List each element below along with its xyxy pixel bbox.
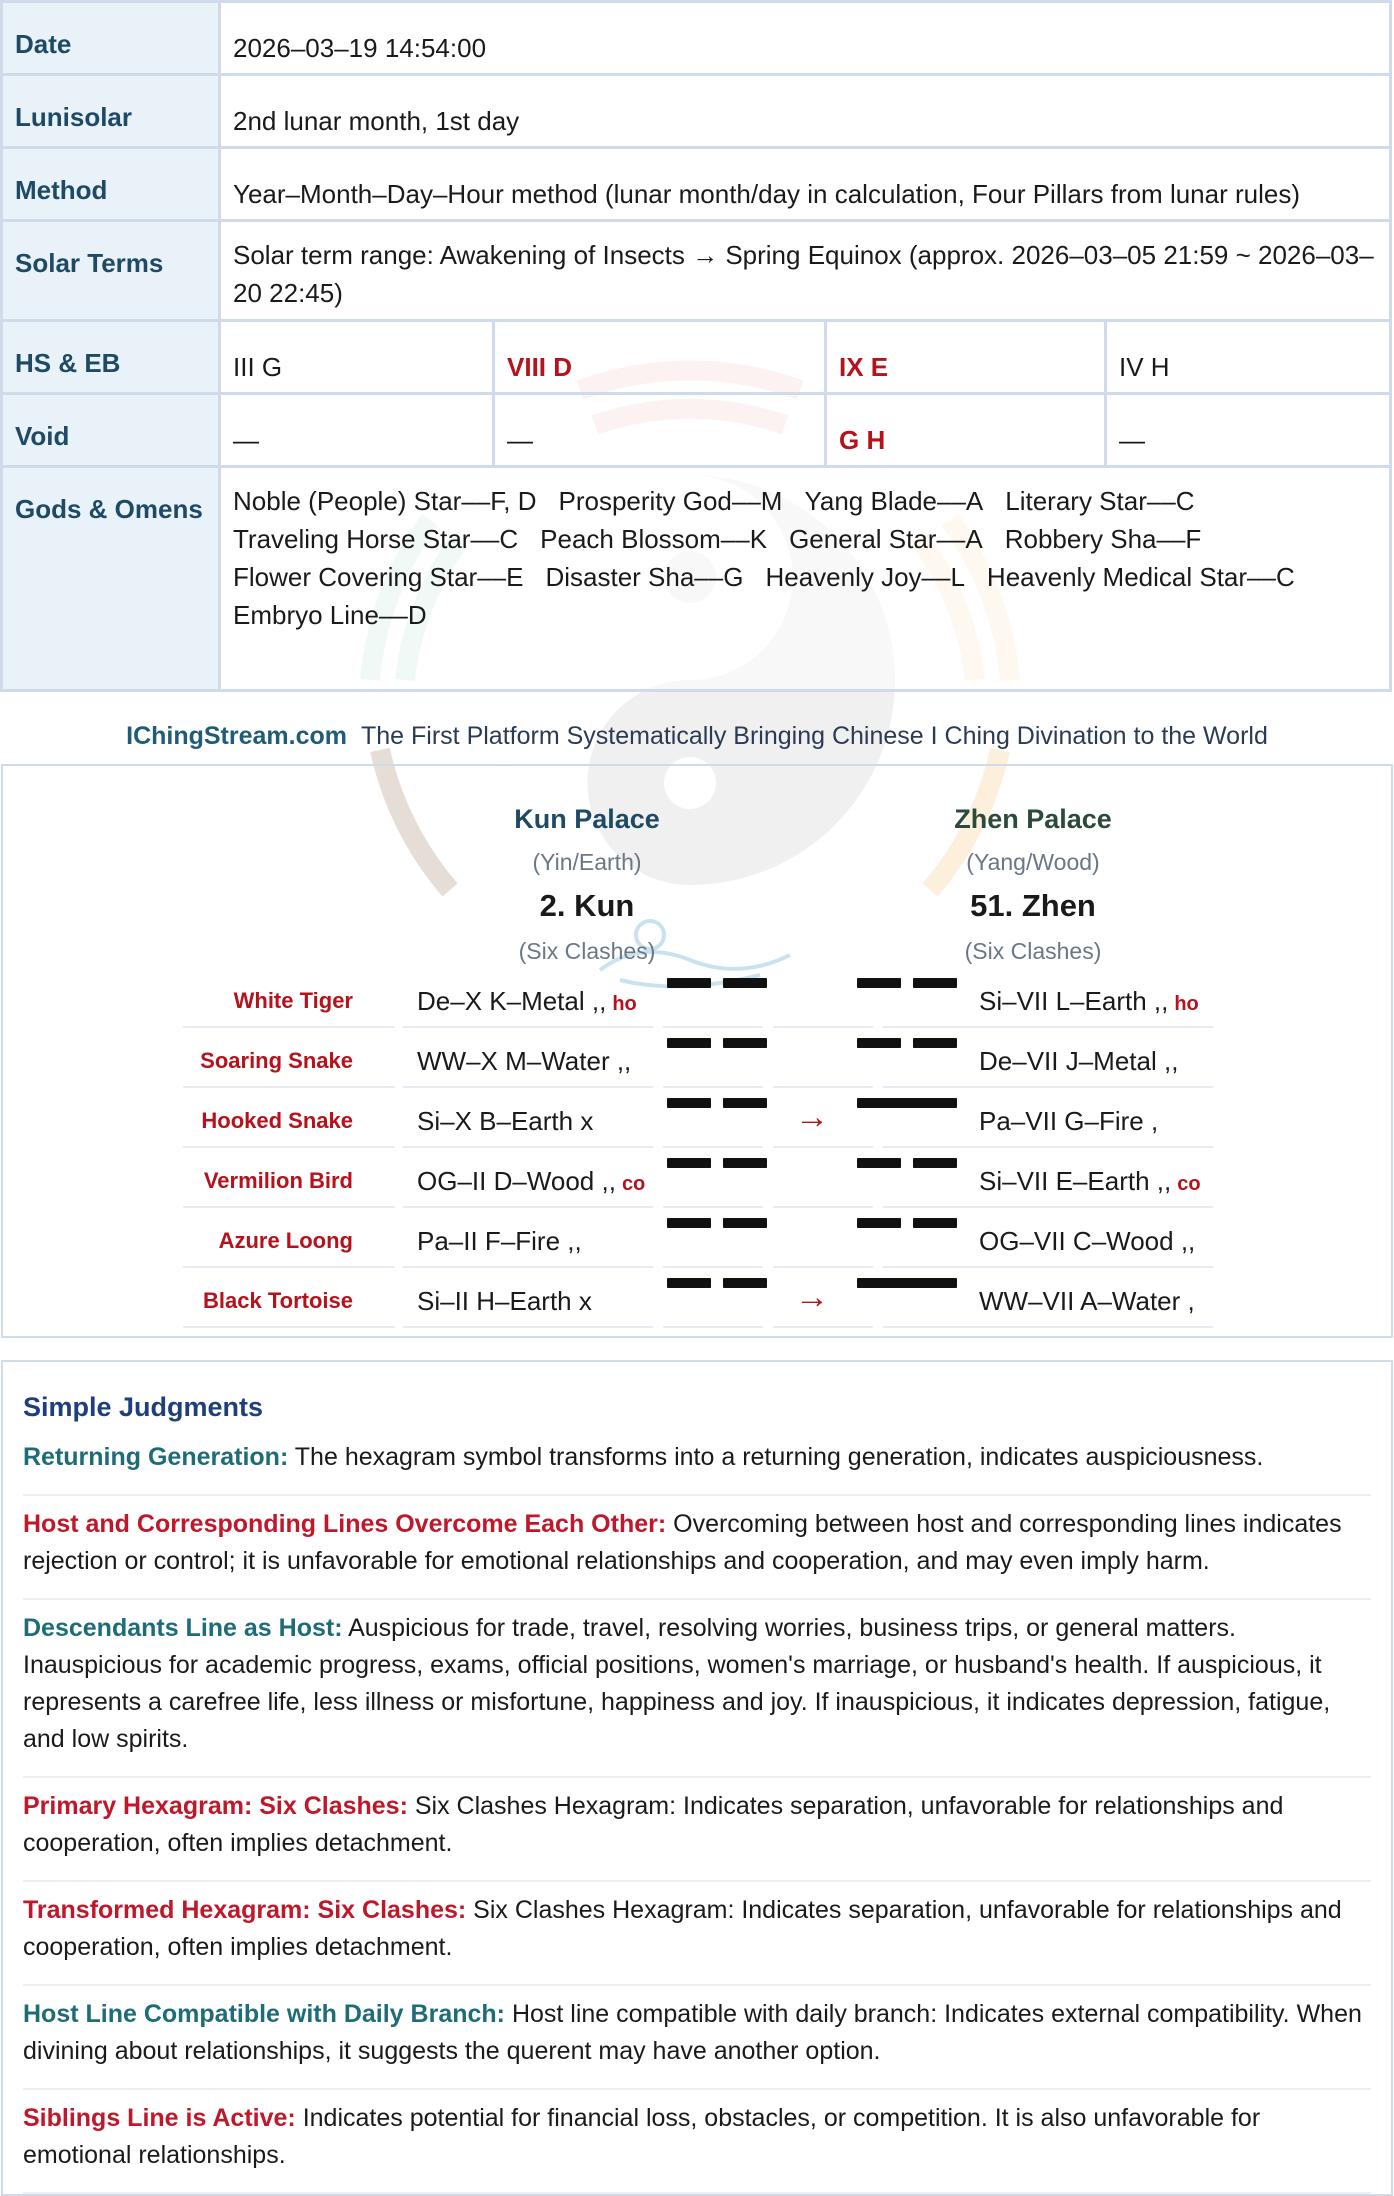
line-divider — [970, 1146, 1213, 1148]
line-tag: ho — [1174, 993, 1199, 1015]
transformed-line-text: WW–VII A–Water , — [979, 1286, 1195, 1316]
judgment-item — [23, 1610, 1371, 1778]
primary-line-yin-bar — [723, 1218, 767, 1228]
hexagram-line-row — [183, 1096, 1213, 1156]
judgment-title: Descendants Line as Host: — [23, 1614, 343, 1642]
six-spirit-name: White Tiger — [233, 988, 353, 1013]
transformed-line-text: Si–VII E–Earth ,, co — [979, 1166, 1201, 1196]
judgment-text: Auspicious for trade, travel, resolving worries, business trips, or general matters. Inauspicious for academic progress, exams, official positions, women's marriage, or husband's health. If auspicious, it represents a carefree life, less illness or misfortune, happiness and joy. If inauspicious, it indicates depression, fatigue, and low spirits. — [23, 1614, 1331, 1753]
judgment-text: Indicates potential for financial loss, obstacles, or competition. It is also unfavorable for emotional relationships. — [23, 2104, 1261, 2169]
line-divider — [663, 1146, 763, 1148]
judgment-title: Primary Hexagram: Six Clashes: — [23, 1792, 408, 1820]
judgment-text: The hexagram symbol transforms into a returning generation, indicates auspiciousness. — [288, 1443, 1264, 1471]
god-item: Heavenly Medical Star––C — [986, 562, 1295, 592]
site-slogan — [0, 722, 1394, 764]
line-tag: co — [1177, 1173, 1201, 1195]
god-item: General Star––A — [789, 524, 983, 554]
primary-line-yin-bar — [723, 978, 767, 988]
hexagram-line-row — [183, 1276, 1213, 1336]
transformed-clash: (Six Clashes) — [964, 938, 1102, 964]
lunisolar-label: Lunisolar — [2, 75, 220, 148]
transformed-line-yin-bar — [913, 978, 957, 988]
primary-line-yin-bar — [723, 1038, 767, 1048]
god-item: Noble (People) Star––F, D — [233, 486, 537, 516]
slogan-text: The First Platform Systematically Bringing Chinese I Ching Divination to the World — [361, 722, 1268, 750]
transformed-line-yin-bar — [857, 978, 901, 988]
line-divider — [403, 1026, 653, 1028]
judgment-text: Six Clashes Hexagram: Indicates separation, unfavorable for relationships and cooperation, often implies detachment. — [23, 1792, 1284, 1857]
judgment-title: Host Line Compatible with Daily Branch: — [23, 2000, 505, 2028]
method-value: Year–Month–Day–Hour method (lunar month/day in calculation, Four Pillars from lunar rules) — [220, 148, 1391, 221]
line-divider — [773, 1086, 873, 1088]
line-divider — [663, 1206, 763, 1208]
god-item: Peach Blossom––K — [540, 524, 768, 554]
primary-element: (Yin/Earth) — [532, 849, 642, 875]
judgment-item — [23, 1788, 1371, 1882]
line-divider — [663, 1086, 763, 1088]
transformed-line-yin-bar — [857, 1218, 901, 1228]
transformed-line-yang-bar — [857, 1278, 957, 1288]
six-spirit-name: Hooked Snake — [201, 1108, 353, 1133]
transformed-line-text: De–VII J–Metal ,, — [979, 1046, 1179, 1076]
god-item: Robbery Sha––F — [1004, 524, 1202, 554]
god-item: Literary Star––C — [1005, 486, 1195, 516]
judgment-item — [23, 1439, 1371, 1496]
primary-line-text: Si–X B–Earth x — [417, 1106, 594, 1136]
hs-eb-day: IX E — [826, 321, 1106, 394]
six-spirit-name: Vermilion Bird — [203, 1168, 353, 1193]
primary-line-yin-bar — [723, 1158, 767, 1168]
void-label: Void — [2, 394, 220, 467]
line-divider — [403, 1146, 653, 1148]
hs-eb-month: VIII D — [494, 321, 826, 394]
judgments-list — [23, 1439, 1371, 2194]
judgment-text: Overcoming between host and corresponding lines indicates rejection or control; it is unfavorable for emotional relationships and cooperation, and may even imply harm. — [23, 1510, 1342, 1575]
transformed-line-text: Si–VII L–Earth ,, ho — [979, 986, 1199, 1016]
primary-line-text: WW–X M–Water ,, — [417, 1046, 632, 1076]
line-divider — [663, 1266, 763, 1268]
six-spirit-name: Azure Loong — [218, 1228, 353, 1253]
hexagram-line-row — [183, 1216, 1213, 1276]
line-divider — [970, 1026, 1213, 1028]
changing-arrow-icon: → — [795, 1098, 829, 1136]
hs-eb-label: HS & EB — [2, 321, 220, 394]
primary-line-yin-bar — [667, 978, 711, 988]
six-spirit-name: Black Tortoise — [203, 1288, 353, 1313]
judgment-item — [23, 1506, 1371, 1600]
line-tag: ho — [612, 993, 637, 1015]
god-item: Yang Blade––A — [804, 486, 984, 516]
god-item: Prosperity God––M — [558, 486, 783, 516]
reading-info-table — [0, 0, 1392, 692]
hexagram-line-row — [183, 1036, 1213, 1096]
judgment-text: Host line compatible with daily branch: Indicates external compatibility. When divining about relationships, it suggests the querent may have another option. — [23, 2000, 1362, 2065]
line-divider — [183, 1326, 395, 1328]
line-divider — [773, 1026, 873, 1028]
line-divider — [403, 1266, 653, 1268]
six-spirit-name: Soaring Snake — [200, 1048, 353, 1073]
solar-terms-label: Solar Terms — [2, 221, 220, 321]
line-divider — [773, 1146, 873, 1148]
line-divider — [403, 1326, 653, 1328]
primary-line-yin-bar — [667, 1158, 711, 1168]
site-link[interactable]: IChingStream.com — [126, 722, 347, 750]
judgment-title: Transformed Hexagram: Six Clashes: — [23, 1896, 467, 1924]
line-divider — [663, 1326, 763, 1328]
transformed-line-yin-bar — [913, 1038, 957, 1048]
line-divider — [883, 1086, 983, 1088]
line-divider — [183, 1086, 395, 1088]
void-year: — — [220, 394, 494, 467]
primary-hexagram-name: 2. Kun — [539, 888, 635, 923]
primary-line-text: OG–II D–Wood ,, co — [417, 1166, 646, 1196]
transformed-line-yin-bar — [857, 1158, 901, 1168]
primary-line-text: De–X K–Metal ,, ho — [417, 986, 637, 1016]
line-divider — [183, 1026, 395, 1028]
lunisolar-value: 2nd lunar month, 1st day — [220, 75, 1391, 148]
primary-line-text: Si–II H–Earth x — [417, 1286, 592, 1316]
line-divider — [970, 1086, 1213, 1088]
judgment-item — [23, 2100, 1371, 2194]
god-item: Traveling Horse Star––C — [233, 524, 519, 554]
judgment-title: Host and Corresponding Lines Overcome Each Other: — [23, 1510, 667, 1538]
line-divider — [183, 1266, 395, 1268]
judgment-item — [23, 1892, 1371, 1986]
line-divider — [773, 1206, 873, 1208]
god-item: Heavenly Joy––L — [765, 562, 965, 592]
solar-terms-value: Solar term range: Awakening of Insects → Spring Equinox (approx. 2026–03–05 21:59 ~ 2026–03–20 22:45) — [220, 221, 1391, 321]
line-divider — [663, 1026, 763, 1028]
hexagram-panel — [1, 764, 1393, 1338]
line-divider — [773, 1326, 873, 1328]
god-item: Disaster Sha––G — [545, 562, 744, 592]
simple-judgments-panel — [1, 1360, 1393, 2196]
gods-omens-list — [220, 467, 1391, 691]
transformed-palace: Zhen Palace — [954, 804, 1112, 834]
transformed-line-yang-bar — [857, 1098, 957, 1108]
hexagram-line-row — [183, 1156, 1213, 1216]
transformed-element: (Yang/Wood) — [966, 849, 1100, 875]
judgments-title: Simple Judgments — [23, 1392, 264, 1422]
primary-palace: Kun Palace — [514, 804, 660, 834]
void-hour: — — [1106, 394, 1391, 467]
line-divider — [883, 1026, 983, 1028]
judgment-title: Siblings Line is Active: — [23, 2104, 296, 2132]
line-divider — [183, 1146, 395, 1148]
void-month: — — [494, 394, 826, 467]
line-divider — [883, 1206, 983, 1208]
date-label: Date — [2, 2, 220, 75]
primary-line-yin-bar — [667, 1218, 711, 1228]
primary-line-yin-bar — [723, 1278, 767, 1288]
transformed-line-text: OG–VII C–Wood ,, — [979, 1226, 1196, 1256]
god-item: Flower Covering Star––E — [233, 562, 524, 592]
line-divider — [403, 1206, 653, 1208]
line-divider — [970, 1266, 1213, 1268]
hexagram-line-row — [183, 976, 1213, 1036]
line-tag: co — [621, 1173, 646, 1195]
void-day: G H — [826, 394, 1106, 467]
primary-clash: (Six Clashes) — [518, 938, 656, 964]
judgment-text: Six Clashes Hexagram: Indicates separation, unfavorable for relationships and cooperation, often implies detachment. — [23, 1896, 1342, 1961]
judgment-title: Returning Generation: — [23, 1443, 289, 1471]
primary-line-text: Pa–II F–Fire ,, — [417, 1226, 582, 1256]
method-label: Method — [2, 148, 220, 221]
line-divider — [883, 1266, 983, 1268]
primary-line-yin-bar — [667, 1098, 711, 1108]
changing-arrow-icon: → — [795, 1278, 829, 1316]
transformed-hexagram-name: 51. Zhen — [970, 888, 1096, 923]
line-divider — [970, 1326, 1213, 1328]
line-divider — [773, 1266, 873, 1268]
transformed-line-yin-bar — [913, 1218, 957, 1228]
transformed-hexagram-header — [883, 804, 1183, 965]
line-divider — [970, 1206, 1213, 1208]
primary-line-yin-bar — [667, 1038, 711, 1048]
line-divider — [883, 1326, 983, 1328]
transformed-line-yin-bar — [913, 1158, 957, 1168]
primary-line-yin-bar — [723, 1098, 767, 1108]
hs-eb-hour: IV H — [1106, 321, 1391, 394]
god-item: Embryo Line––D — [233, 600, 427, 630]
date-value: 2026–03–19 14:54:00 — [220, 2, 1391, 75]
hs-eb-year: III G — [220, 321, 494, 394]
line-divider — [883, 1146, 983, 1148]
line-divider — [403, 1086, 653, 1088]
transformed-line-text: Pa–VII G–Fire , — [979, 1106, 1159, 1136]
primary-line-yin-bar — [667, 1278, 711, 1288]
line-divider — [183, 1206, 395, 1208]
judgment-item — [23, 1996, 1371, 2090]
transformed-line-yin-bar — [857, 1038, 901, 1048]
gods-omens-label: Gods & Omens — [2, 467, 220, 691]
primary-hexagram-header — [437, 804, 737, 965]
